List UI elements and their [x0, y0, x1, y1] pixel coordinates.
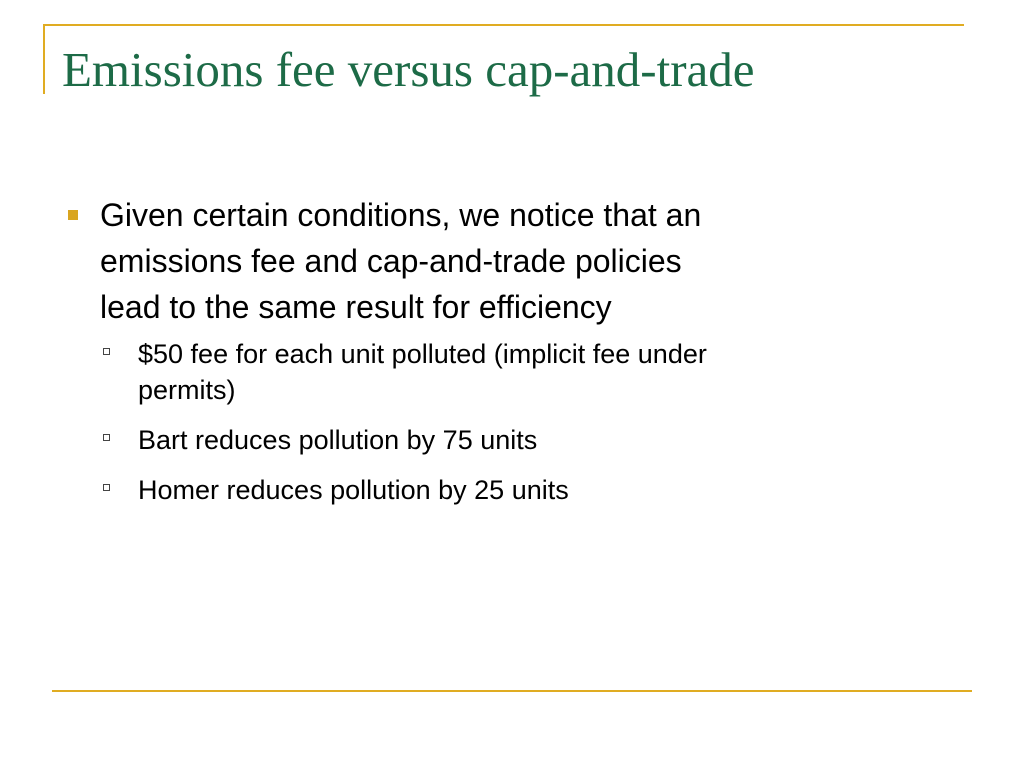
- sub-bullet-text: Bart reduces pollution by 75 units: [138, 425, 538, 455]
- frame-top-line: [44, 24, 964, 26]
- sub-bullet-text: Homer reduces pollution by 25 units: [138, 475, 569, 505]
- main-bullet-text: Given certain conditions, we notice that an emissions fee and cap-and-trade policies lead to the same result for efficiency: [100, 197, 702, 325]
- sub-bullet: [62, 422, 782, 458]
- filled-square-bullet-icon: [68, 210, 78, 220]
- frame-bottom-line: [52, 690, 972, 692]
- sub-bullet: [62, 472, 782, 508]
- hollow-square-bullet-icon: [103, 348, 110, 355]
- slide-title: Emissions fee versus cap-and-trade: [62, 42, 755, 97]
- sub-bullet: [62, 336, 782, 408]
- hollow-square-bullet-icon: [103, 434, 110, 441]
- sub-bullet-list: [62, 336, 782, 508]
- main-bullet: [62, 192, 782, 330]
- frame-left-line: [43, 24, 45, 94]
- slide-content: [62, 192, 782, 522]
- hollow-square-bullet-icon: [103, 484, 110, 491]
- sub-bullet-text: $50 fee for each unit polluted (implicit fee under permits): [138, 339, 707, 405]
